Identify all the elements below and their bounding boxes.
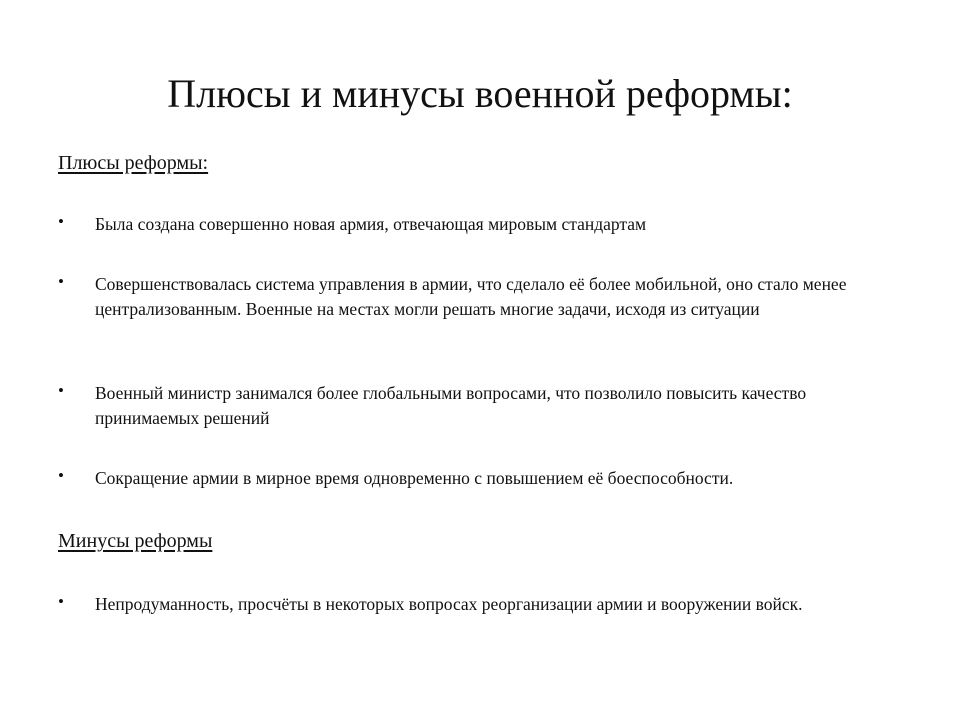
bullet-icon: • [58, 381, 64, 400]
bullet-icon: • [58, 466, 64, 485]
pros-heading: Плюсы реформы: [58, 152, 209, 174]
slide-title: Плюсы и минусы военной реформы: [167, 71, 793, 116]
cons-heading: Минусы реформы [58, 530, 213, 552]
bullet-icon: • [58, 592, 64, 611]
pros-item-text: Военный министр занимался более глобальными вопросами, что позволило повысить качество принимаемых решений [95, 383, 807, 428]
pros-item-text: Совершенствовалась система управления в армии, что сделало её более мобильной, оно стало менее централизованным. Военные на местах могли решать многие задачи, исходя из ситуации [95, 274, 847, 319]
pros-item-text: Была создана совершенно новая армия, отвечающая мировым стандартам [95, 214, 647, 234]
bullet-icon: • [58, 272, 64, 291]
cons-item-text: Непродуманность, просчёты в некоторых вопросах реорганизации армии и вооружении войск. [95, 594, 803, 614]
bullet-icon: • [58, 212, 64, 231]
pros-item-text: Сокращение армии в мирное время одновременно с повышением её боеспособности. [95, 468, 734, 488]
